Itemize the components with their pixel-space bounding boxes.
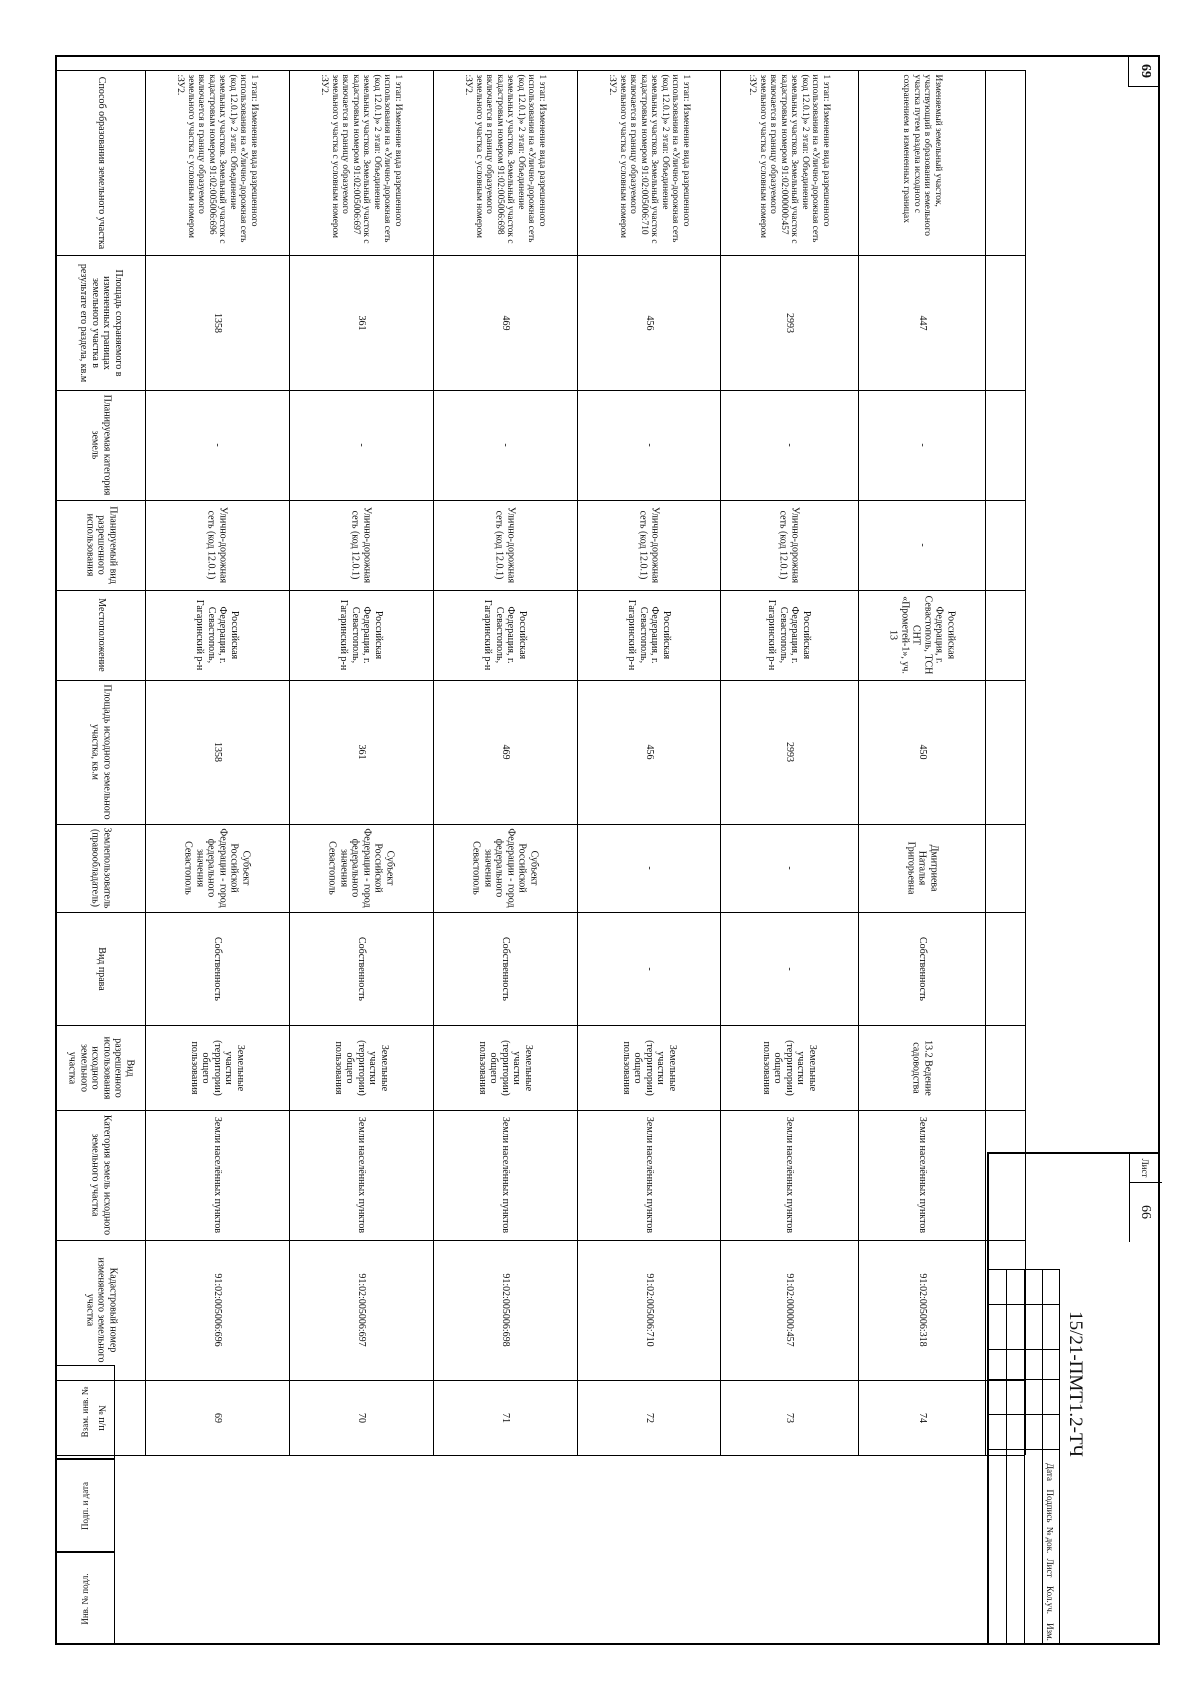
- table-cell-category: Земли населённых пунктов: [916, 1116, 928, 1234]
- table-cell-use: 13.2 Ведение садоводства: [910, 1039, 933, 1096]
- table-cell-area: 2993: [783, 742, 795, 762]
- table-cell-use: Земельные участки (территории) общего пользования: [760, 1039, 818, 1096]
- sheet-label: Лист: [1140, 1158, 1151, 1178]
- table-cell-right: Собственность: [355, 936, 367, 1001]
- table-header: № п/п: [95, 1404, 107, 1431]
- table-cell-planned_cat: -: [355, 443, 367, 447]
- table-cell-method: Изменяемый земельный участок, участвующий в образовании земельного участка путем раздела исходного с сохранением в измененных границах: [900, 74, 943, 236]
- table-cell-cadastral: 91:02:000000:457: [783, 1273, 795, 1347]
- table-cell-use: Земельные участки (территории) общего пользования: [188, 1039, 246, 1096]
- stamp-podp: Подп. и дата: [55, 1459, 115, 1552]
- table-cell-owner: -: [643, 866, 655, 870]
- table-cell-area: 1358: [211, 742, 223, 762]
- table-header: Вид права: [95, 946, 107, 991]
- table-cell-category: Земли населённых пунктов: [643, 1116, 655, 1234]
- table-header: Способ образования земельного участка: [95, 76, 107, 249]
- table-cell-num: 74: [916, 1412, 928, 1423]
- title-block: [987, 1152, 1160, 1645]
- table-cell-method: 1 этап: Изменение вида разрешенного использования на «Улично-дорожная сеть (код 12.0.1)» 2 этап: Объединение земельных участков. Земельный участок с кадастровым номером 91:02:000000:457 включается в границу образуемого земельного участка с условным номером :ЗУ2.: [747, 74, 832, 243]
- table-cell-owner: -: [783, 866, 795, 870]
- table-cell-location: Российская Федерация, г. Севастополь, Гагаринский р-н: [766, 599, 812, 671]
- table-cell-num: 70: [355, 1412, 367, 1423]
- table-cell-planned_cat: -: [643, 443, 655, 447]
- table-cell-cadastral: 91:02:005006:710: [643, 1273, 655, 1347]
- sheet-number: 66: [1138, 1205, 1154, 1219]
- table-cell-method: 1 этап: Изменение вида разрешенного использования на «Улично-дорожная сеть (код 12.0.1)» 2 этап: Объединение земельных участков. Земельный участок с кадастровым номером 91:02:005006:696 включается в границу образуемого земельного участка с условным номером :ЗУ2.: [175, 74, 260, 243]
- table-cell-category: Земли населённых пунктов: [211, 1116, 223, 1234]
- table-cell-location: Российская Федерация, г. Севастополь, Гагаринский р-н: [338, 599, 384, 671]
- table-cell-num: 69: [211, 1412, 223, 1423]
- table-cell-planned_use: Улично-дорожная сеть (код 12.0.1): [637, 506, 660, 584]
- table-header: Планируемый вид разрешенного использования: [84, 506, 119, 584]
- table-cell-owner: Субъект Российской Федерации - город федерального значения Севастополь: [327, 828, 396, 908]
- table-cell-method: 1 этап: Изменение вида разрешенного использования на «Улично-дорожная сеть (код 12.0.1)» 2 этап: Объединение земельных участков. Земельный участок с кадастровым номером 91:02:005006:710 включается в границу образуемого земельного участка с условным номером :ЗУ2.: [606, 74, 691, 243]
- table-cell-location: Российская Федерация, г. Севастополь, ТСН СНТ «Прометей-1», уч. 13: [887, 595, 956, 675]
- table-cell-method: 1 этап: Изменение вида разрешенного использования на «Улично-дорожная сеть (код 12.0.1)» 2 этап: Объединение земельных участков. Земельный участок с кадастровым номером 91:02:005006:698 включается в границу образуемого земельного участка с условным номером :ЗУ2.: [463, 74, 548, 243]
- table-cell-num: 73: [783, 1412, 795, 1423]
- table-cell-area: 361: [355, 744, 367, 760]
- table-cell-cadastral: 91:02:005006:318: [916, 1273, 928, 1347]
- table-cell-use: Земельные участки (территории) общего пользования: [620, 1039, 678, 1096]
- table-cell-cadastral: 91:02:005006:696: [211, 1273, 223, 1347]
- table-cell-category: Земли населённых пунктов: [355, 1116, 367, 1234]
- table-cell-num: 72: [643, 1412, 655, 1423]
- table-cell-owner: Дмитриева Наталья Григорьевна: [904, 841, 939, 895]
- table-header: Вид разрешенного использования исходного земельного участка: [67, 1036, 136, 1099]
- table-cell-planned_cat: -: [211, 443, 223, 447]
- table-header: Кадастровый номер изменяемого земельного участка: [84, 1257, 119, 1363]
- table-cell-right: Собственность: [499, 936, 511, 1001]
- table-cell-planned_use: Улично-дорожная сеть (код 12.0.1): [778, 506, 801, 584]
- tb-ndoc: № док.: [1045, 1526, 1056, 1554]
- table-cell-method: 1 этап: Изменение вида разрешенного использования на «Улично-дорожная сеть (код 12.0.1)» 2 этап: Объединение земельных участков. Земельный участок с кадастровым номером 91:02:005006:697 включается в границу образуемого земельного участка с условным номером :ЗУ2.: [319, 74, 404, 243]
- table-cell-right: Собственность: [211, 936, 223, 1001]
- tb-list: Лист: [1045, 1558, 1056, 1578]
- table-cell-planned_use: Улично-дорожная сеть (код 12.0.1): [206, 506, 229, 584]
- document-code: 15/21-ПМТ1.2-ТЧ: [1065, 1311, 1086, 1457]
- tb-podpis: Подпись: [1045, 1489, 1056, 1523]
- table-cell-kept_area: 361: [355, 315, 367, 330]
- table-cell-use: Земельные участки (территории) общего пользования: [332, 1039, 390, 1096]
- table-header: Землепользователь (правообладатель): [90, 827, 113, 909]
- table-cell-num: 71: [499, 1412, 511, 1423]
- table-cell-planned_cat: -: [783, 443, 795, 447]
- table-cell-area: 469: [499, 744, 511, 760]
- table-cell-right: Собственность: [916, 936, 928, 1001]
- table-cell-kept_area: 456: [643, 315, 655, 330]
- page-number-top: 69: [1128, 55, 1160, 87]
- table-cell-category: Земли населённых пунктов: [783, 1116, 795, 1234]
- table-cell-kept_area: 2993: [783, 312, 795, 333]
- table-cell-use: Земельные участки (территории) общего пользования: [476, 1039, 534, 1096]
- table-cell-right: -: [783, 966, 795, 971]
- table-cell-location: Российская Федерация, г. Севастополь, Гагаринский р-н: [194, 599, 240, 671]
- table-cell-owner: Субъект Российской Федерации - город федерального значения Севастополь: [183, 828, 252, 908]
- table-cell-area: 456: [643, 744, 655, 760]
- table-cell-cadastral: 91:02:005006:698: [499, 1273, 511, 1347]
- table-cell-kept_area: 447: [916, 315, 928, 330]
- table-cell-planned_cat: -: [499, 443, 511, 447]
- tb-data: Дата: [1045, 1463, 1056, 1481]
- table-header: Планируемая категория земель: [90, 394, 113, 496]
- table-cell-planned_use: Улично-дорожная сеть (код 12.0.1): [350, 506, 373, 584]
- table-cell-planned_use: -: [916, 543, 928, 547]
- table-cell-kept_area: 1358: [211, 312, 223, 333]
- stamp-inv: Инв. № подл.: [55, 1552, 115, 1645]
- table-cell-planned_use: Улично-дорожная сеть (код 12.0.1): [494, 506, 517, 584]
- table-cell-owner: Субъект Российской Федерации - город федерального значения Севастополь: [471, 828, 540, 908]
- table-cell-kept_area: 469: [499, 315, 511, 330]
- table-cell-right: -: [643, 966, 655, 971]
- stamp-vzam: Взам. инв. №: [55, 1365, 115, 1459]
- table-cell-cadastral: 91:02:005006:697: [355, 1273, 367, 1347]
- table-header: Площадь сохраняемого в измененных границах земельного участка в результате его раздела, кв.м: [78, 263, 124, 382]
- table-cell-area: 450: [916, 744, 928, 760]
- table-cell-category: Земли населённых пунктов: [499, 1116, 511, 1234]
- table-cell-location: Российская Федерация, г. Севастополь, Гагаринский р-н: [482, 599, 528, 671]
- tb-kol: Кол.уч.: [1045, 1586, 1056, 1614]
- table-header: Местоположение: [95, 598, 107, 672]
- table-header: Площадь исходного земельного участка, кв.м: [90, 684, 113, 820]
- tb-izm: Изм.: [1045, 1623, 1056, 1641]
- table-cell-planned_cat: -: [916, 443, 928, 447]
- table-cell-location: Российская Федерация, г. Севастополь, Гагаринский р-н: [626, 599, 672, 671]
- table-header: Категория земель исходного земельного участка: [90, 1114, 113, 1236]
